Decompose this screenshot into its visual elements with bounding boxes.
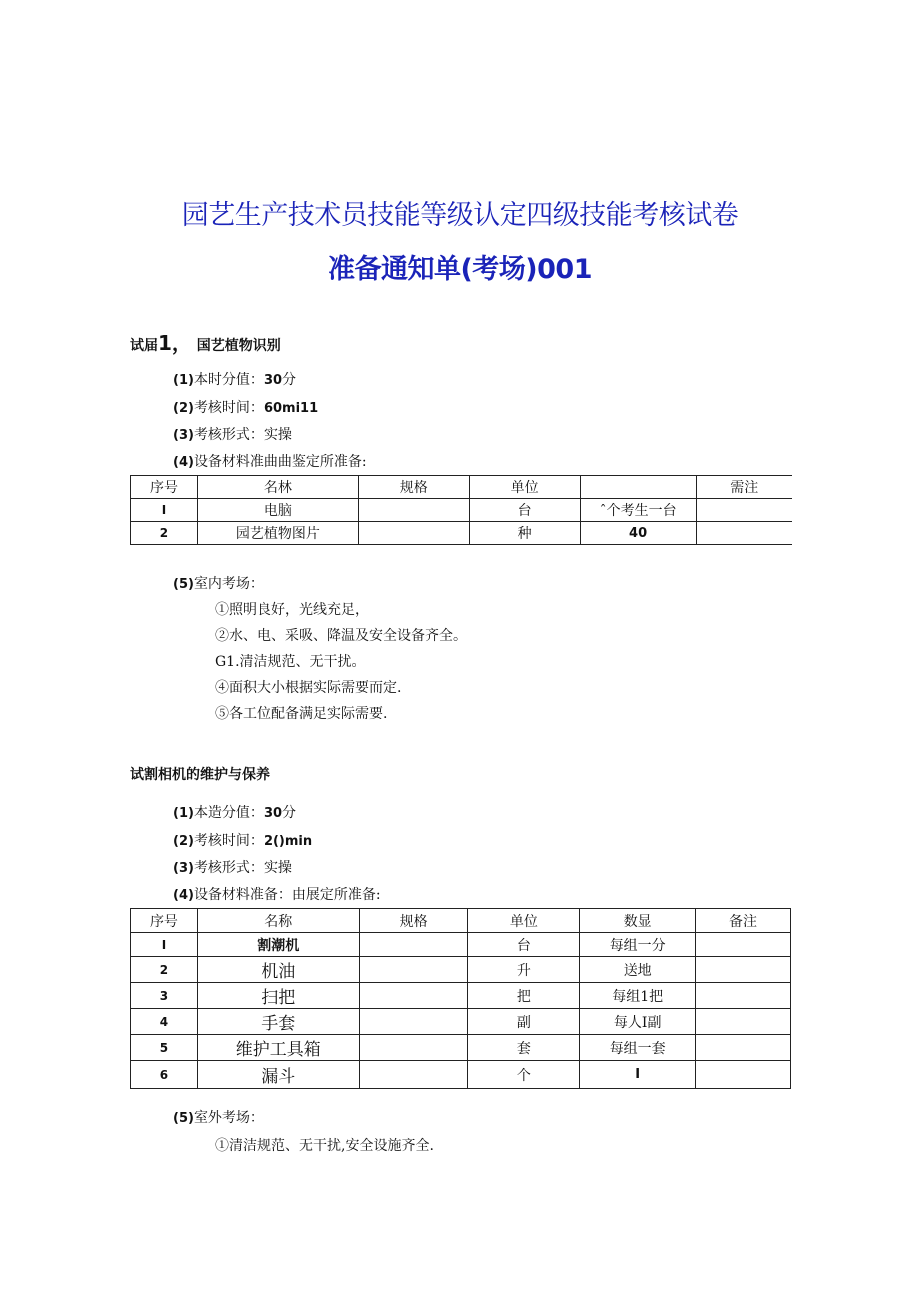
- table-cell: 割潮机: [197, 933, 359, 957]
- table-cell: [358, 522, 469, 545]
- section2-item-2: [173, 830, 312, 850]
- header-cell: 备注: [696, 909, 791, 933]
- table-row: [131, 933, 791, 957]
- table-cell: 套: [468, 1035, 580, 1061]
- header-cell: 规格: [358, 476, 469, 499]
- table-cell: 每组1把: [580, 983, 696, 1009]
- section1-item-1: [173, 369, 296, 389]
- item-number: (1): [173, 806, 194, 821]
- section1-venue-item-2: ②水、电、采吸、降温及安全设备齐全。: [215, 628, 467, 644]
- item-label: 本时分值：: [193, 372, 264, 388]
- section2-venue-item-1: ①清洁规范、无干扰,安全设施齐全.: [215, 1138, 434, 1154]
- table-row: [131, 983, 791, 1009]
- section1-item-4: [173, 451, 367, 471]
- item-label: 设备材料准曲曲鉴定所准备:: [193, 454, 367, 470]
- header-cell: 需注: [696, 476, 792, 499]
- venue-label: 室外考场：: [193, 1110, 264, 1126]
- section2-item-1: [173, 802, 296, 822]
- section1-venue-item-1: ①照明良好，光线充足，: [215, 602, 369, 618]
- table-cell: [358, 499, 469, 522]
- item-number: (3): [173, 428, 194, 443]
- equipment-table-1: [130, 475, 792, 545]
- header-cell: 序号: [131, 909, 198, 933]
- venue-number: (5): [173, 577, 194, 592]
- document-title-line2: 准备通知单(考场)001: [327, 254, 593, 285]
- document-title-line1: 园艺生产技术员技能等级认定四级技能考核试卷: [181, 200, 739, 231]
- section1-heading-num: 1，: [158, 331, 192, 355]
- table-cell: 每人I副: [580, 1009, 696, 1035]
- table-cell: 个: [468, 1061, 580, 1089]
- section1-item-3: [173, 424, 292, 444]
- item-label: 本造分值：: [193, 805, 264, 821]
- item-number: (4): [173, 888, 194, 903]
- item-number: (3): [173, 861, 194, 876]
- table-cell: 副: [468, 1009, 580, 1035]
- table-cell: I: [580, 1061, 696, 1089]
- table-cell: [696, 522, 792, 545]
- item-value: 60mi11: [263, 401, 319, 416]
- table-cell: [359, 1035, 468, 1061]
- item-suffix: 实操: [263, 427, 292, 443]
- table-cell: [359, 983, 468, 1009]
- table-cell: 种: [469, 522, 580, 545]
- table-row: [131, 1009, 791, 1035]
- table-cell: 机油: [197, 957, 359, 983]
- item-number: (2): [173, 401, 194, 416]
- item-label: 设备材料准备：由展定所准备:: [193, 887, 381, 903]
- venue-number: (5): [173, 1111, 194, 1126]
- table-cell: 2: [131, 522, 198, 545]
- section1-heading-prefix: 试届: [130, 338, 158, 354]
- table-cell: 每组一套: [580, 1035, 696, 1061]
- header-cell: 名称: [197, 909, 359, 933]
- section1-heading: [130, 327, 281, 356]
- table-cell: [696, 983, 791, 1009]
- section2-item-4: [173, 884, 381, 904]
- section1-venue-heading: [173, 573, 264, 593]
- table-row: [131, 1061, 791, 1089]
- table-cell: [359, 1009, 468, 1035]
- item-value: 2()min: [263, 834, 313, 849]
- item-suffix: 实操: [263, 860, 292, 876]
- item-label: 考核形式：: [193, 860, 264, 876]
- table-cell: 手套: [197, 1009, 359, 1035]
- item-number: (2): [173, 834, 194, 849]
- table-cell: 台: [469, 499, 580, 522]
- table-header-row: [131, 909, 791, 933]
- table-cell: I: [131, 933, 198, 957]
- item-number: (1): [173, 373, 194, 388]
- header-cell: [580, 476, 696, 499]
- item-value: 30: [263, 806, 283, 821]
- table-cell: [359, 1061, 468, 1089]
- table-row: [131, 522, 793, 545]
- item-label: 考核时间：: [193, 400, 264, 416]
- table-cell: 2: [131, 957, 198, 983]
- table-cell: [696, 499, 792, 522]
- item-label: 考核形式：: [193, 427, 264, 443]
- table-row: [131, 957, 791, 983]
- table-cell: 6: [131, 1061, 198, 1089]
- table-cell: [696, 1061, 791, 1089]
- table-cell: 4: [131, 1009, 198, 1035]
- item-suffix: 分: [282, 805, 297, 821]
- table-cell: [696, 957, 791, 983]
- header-cell: 单位: [469, 476, 580, 499]
- item-value: 30: [263, 373, 283, 388]
- section1-venue-item-3: G1.清洁规范、无干扰。: [215, 654, 366, 670]
- table-cell: 送地: [580, 957, 696, 983]
- table-cell: [359, 933, 468, 957]
- equipment-table-2: [130, 908, 791, 1089]
- table-cell: 升: [468, 957, 580, 983]
- section2-item-3: [173, 857, 292, 877]
- section1-item-2: [173, 397, 318, 417]
- table-cell: I: [131, 499, 198, 522]
- item-suffix: 分: [282, 372, 297, 388]
- section1-venue-item-4: ④面积大小根据实际需要而定.: [215, 680, 402, 696]
- item-label: 考核时间：: [193, 833, 264, 849]
- section1-heading-text: 国艺植物识别: [196, 338, 281, 354]
- table-cell: 电脑: [197, 499, 358, 522]
- table-cell: 维护工具箱: [197, 1035, 359, 1061]
- table-cell: [696, 1009, 791, 1035]
- table-cell: 台: [468, 933, 580, 957]
- table-cell: [696, 1035, 791, 1061]
- table-header-row: [131, 476, 793, 499]
- table-cell: 扫把: [197, 983, 359, 1009]
- item-number: (4): [173, 455, 194, 470]
- table-cell: 40: [580, 522, 696, 545]
- header-cell: 数显: [580, 909, 696, 933]
- header-cell: 名林: [197, 476, 358, 499]
- table-cell: [359, 957, 468, 983]
- table-cell: [696, 933, 791, 957]
- table-cell: 漏斗: [197, 1061, 359, 1089]
- venue-label: 室内考场：: [193, 576, 264, 592]
- table-cell: 把: [468, 983, 580, 1009]
- header-cell: 序号: [131, 476, 198, 499]
- section2-heading: 试割相机的维护与保养: [130, 767, 270, 783]
- section1-venue-item-5: ⑤各工位配备满足实际需要.: [215, 706, 388, 722]
- section2-venue-heading: [173, 1107, 264, 1127]
- header-cell: 单位: [468, 909, 580, 933]
- table-cell: 5: [131, 1035, 198, 1061]
- header-cell: 规格: [359, 909, 468, 933]
- table-row: [131, 1035, 791, 1061]
- table-cell: 每组一分: [580, 933, 696, 957]
- table-row: [131, 499, 793, 522]
- table-cell: ˆ个考生一台: [580, 499, 696, 522]
- table-cell: 3: [131, 983, 198, 1009]
- table-cell: 园艺植物图片: [197, 522, 358, 545]
